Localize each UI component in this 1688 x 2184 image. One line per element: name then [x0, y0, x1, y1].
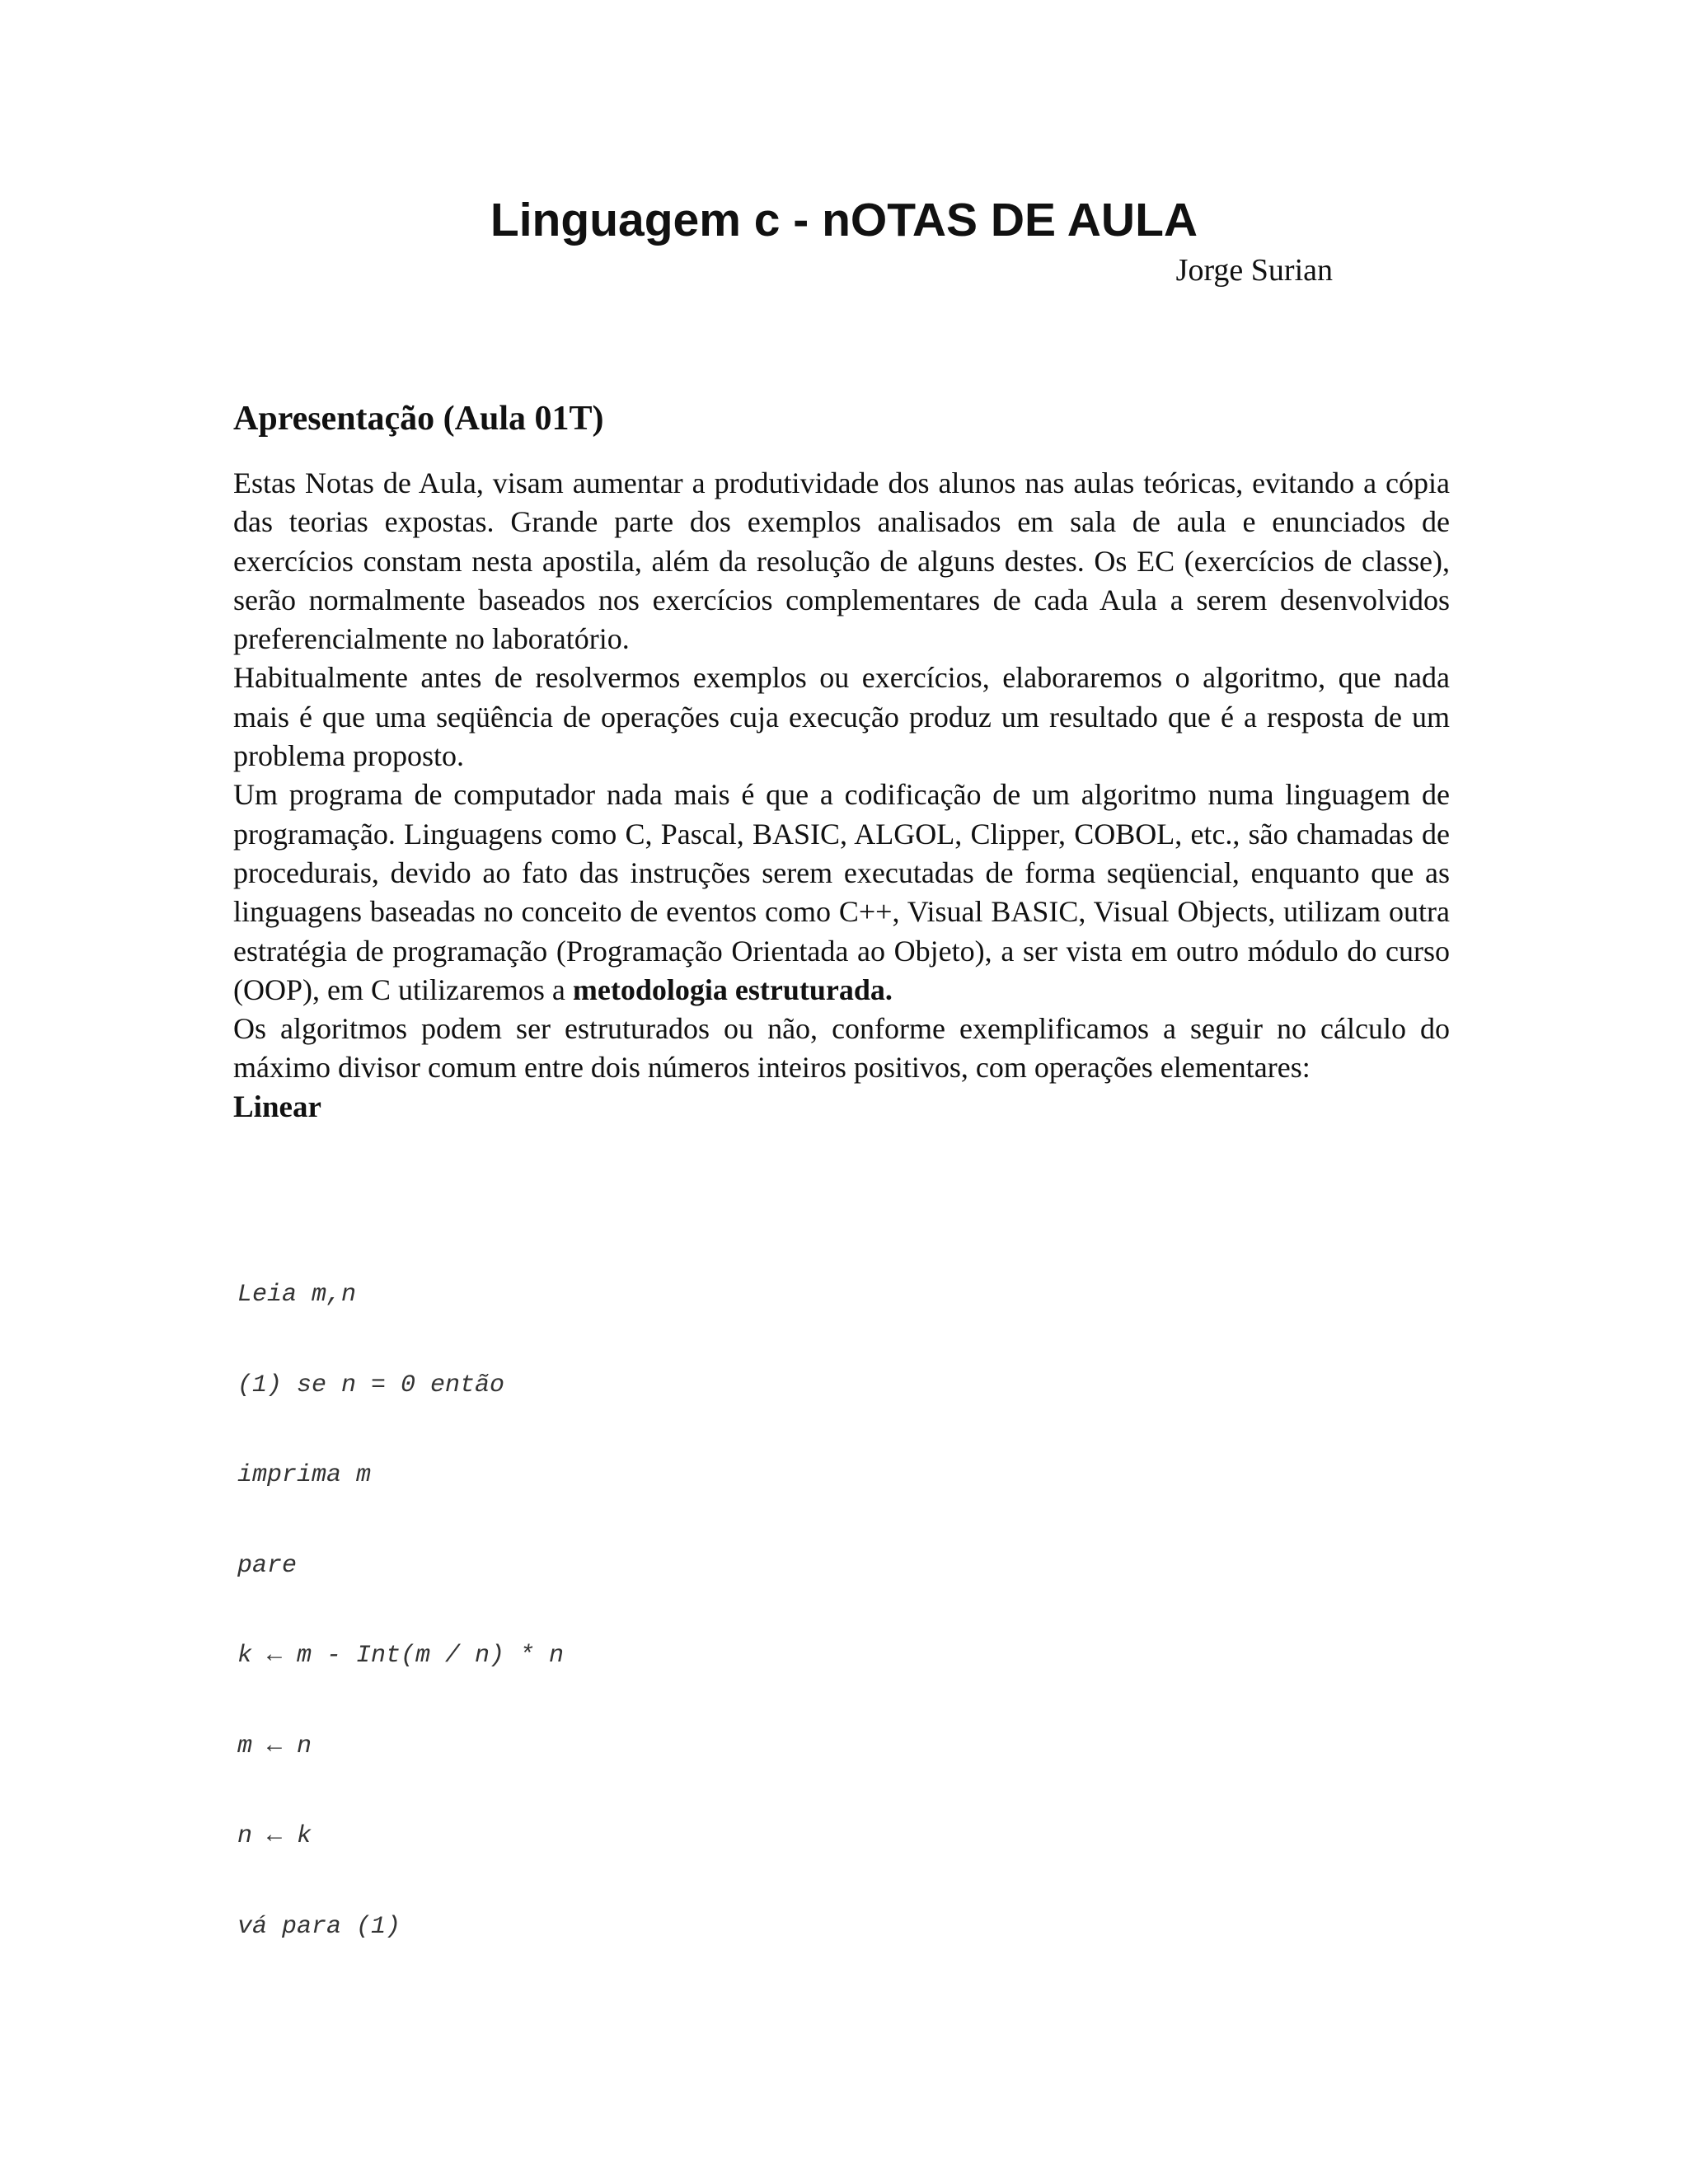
code-line: Leia m,n — [237, 1281, 357, 1309]
paragraph-algorithm: Habitualmente antes de resolvermos exemplos ou exercícios, elaboraremos o algoritmo, que nada mais é que uma seqüência de operações cuja execução produz um resultado que é a resposta de um problema proposto. — [233, 661, 1450, 773]
document-title: Linguagem c - nOTAS DE AULA — [490, 194, 1198, 246]
paragraph-gcd-example: Os algoritmos podem ser estruturados ou não, conforme exemplificamos a seguir no cálculo do máximo divisor comum entre dois números inteiros positivos, com operações elementares: — [233, 1012, 1450, 1085]
algorithm-code-block — [237, 1220, 979, 2002]
emphasis-structured-methodology: metodologia estruturada. — [572, 972, 893, 1006]
paragraph-intro: Estas Notas de Aula, visam aumentar a produtividade dos alunos nas aulas teóricas, evitando a cópia das teorias expostas. Grande parte dos exemplos analisados em sala de aula e enunciados de exercícios constam nesta apostila, além da resolução de alguns destes. Os EC (exercícios de classe), serão normalmente baseados nos exercícios complementares de cada Aula a serem desenvolvidos preferencialmente no laboratório. — [233, 466, 1450, 656]
code-line: pare — [237, 1551, 298, 1580]
code-line: vá para (1) — [237, 1912, 401, 1941]
subheading-linear: Linear — [233, 1090, 321, 1124]
paragraph-languages — [233, 776, 1450, 1010]
code-line: m ← n — [237, 1732, 312, 1760]
code-line: k ← m - Int(m / n) * n — [237, 1642, 565, 1670]
section-heading: Apresentação (Aula 01T) — [233, 400, 604, 438]
code-line: imprima m — [237, 1461, 372, 1489]
code-line: (1) se n = 0 então — [237, 1371, 505, 1399]
paragraph-languages-text: Um programa de computador nada mais é que a codificação de um algoritmo numa linguagem de programação. Linguagens como C, Pascal, BASIC, ALGOL, Clipper, COBOL, etc., são chamadas de procedurais, devido ao fato das instruções serem executadas de forma seqüencial, enquanto que as linguagens baseadas no conceito de eventos como C++, Visual BASIC, Visual Objects, utilizam outra estratégia de programação (Programação Orientada ao Objeto), a ser vista em outro módulo do curso (OOP), em C utilizaremos a — [233, 778, 1450, 1006]
body-text — [233, 464, 1450, 1127]
author-name: Jorge Surian — [1175, 253, 1333, 288]
code-line: n ← k — [237, 1822, 312, 1850]
